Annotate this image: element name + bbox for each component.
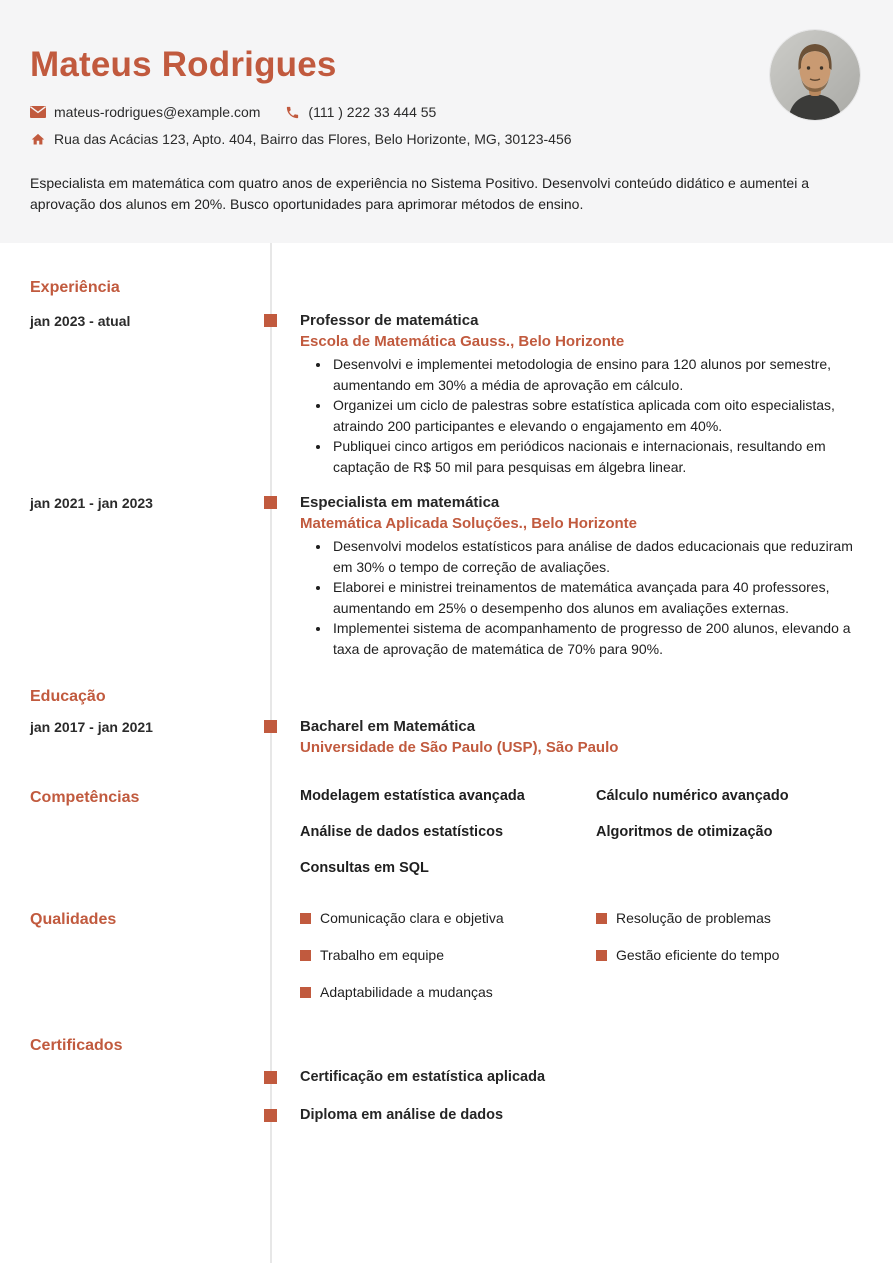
- achievement-item: • Desenvolvi modelos estatísticos para análise de dados educacionais que reduziram em 30% o tempo de correção de avaliações.: [331, 536, 865, 577]
- entry-marker-icon: [264, 1109, 277, 1122]
- square-bullet-icon: [596, 913, 607, 924]
- resume-header: [0, 0, 893, 243]
- entry-dates: jan 2023 - atual: [30, 313, 131, 329]
- section-certificates-heading: [0, 1036, 893, 1056]
- skill-item: Modelagem estatística avançada: [300, 788, 525, 804]
- experience-entry: [0, 311, 893, 477]
- company-name: Matemática Aplicada Soluções., Belo Horizonte: [300, 515, 638, 532]
- home-icon: [30, 131, 46, 147]
- achievement-list: [300, 354, 865, 477]
- certificate-label: Diploma em análise de dados: [300, 1107, 504, 1123]
- entry-marker-icon: [264, 314, 277, 327]
- achievement-item: • Organizei um ciclo de palestras sobre estatística aplicada com oito especialistas, atraindo 200 participantes e elevando o engajamento em 40%.: [331, 395, 865, 436]
- certificate-entry: [0, 1068, 893, 1086]
- square-bullet-icon: [300, 913, 311, 924]
- qualities-title: Qualidades: [30, 911, 117, 928]
- address-text: Rua das Acácias 123, Apto. 404, Bairro das Flores, Belo Horizonte, MG, 30123-456: [54, 131, 572, 147]
- entry-marker-icon: [264, 1071, 277, 1084]
- company-name: Escola de Matemática Gauss., Belo Horizonte: [300, 333, 625, 350]
- resume-body: [0, 278, 893, 1124]
- achievement-item: • Elaborei e ministrei treinamentos de matemática avançada para 40 professores, aumentando em 25% o desempenho dos alunos em avaliações externas.: [331, 577, 865, 618]
- address-row: [30, 131, 863, 147]
- skill-item: Algoritmos de otimização: [596, 824, 773, 840]
- job-title: Especialista em matemática: [300, 494, 500, 511]
- skill-item: Análise de dados estatísticos: [300, 824, 504, 840]
- entry-marker-icon: [264, 720, 277, 733]
- professional-summary: Especialista em matemática com quatro anos de experiência no Sistema Positivo. Desenvolvi conteúdo didático e aumentei a aprovação dos alunos em 20%. Busco oportunidades para aprimorar métodos de ensino.: [30, 175, 809, 212]
- quality-label: Trabalho em equipe: [320, 947, 445, 963]
- experience-title: Experiência: [30, 279, 120, 296]
- email-text: mateus-rodrigues@example.com: [54, 104, 261, 120]
- education-title: Educação: [30, 688, 106, 705]
- education-entry: [0, 717, 893, 758]
- certificates-title: Certificados: [30, 1037, 123, 1054]
- email-contact: [30, 104, 260, 120]
- achievement-item: • Implementei sistema de acompanhamento de progresso de 200 alunos, elevando a taxa de aprovação de matemática de 70% para 90%.: [331, 618, 865, 659]
- section-qualities: [0, 910, 893, 1001]
- certificate-entry: [0, 1106, 893, 1124]
- section-skills: [0, 788, 893, 877]
- achievement-item: • Publiquei cinco artigos em periódicos nacionais e internacionais, resultando em captação de R$ 50 mil para pesquisas em álgebra linear.: [331, 436, 865, 477]
- phone-text: (111 ) 222 33 444 55: [308, 104, 437, 120]
- profile-photo: [770, 30, 860, 120]
- contact-row: [30, 104, 863, 120]
- square-bullet-icon: [300, 950, 311, 961]
- entry-dates: jan 2017 - jan 2021: [30, 719, 153, 735]
- achievement-item: • Desenvolvi e implementei metodologia de ensino para 120 alunos por semestre, aumentando em 30% a média de aprovação em cálculo.: [331, 354, 865, 395]
- certificate-label: Certificação em estatística aplicada: [300, 1069, 546, 1085]
- phone-icon: [284, 104, 300, 120]
- quality-item: [596, 910, 865, 927]
- achievement-list: [300, 536, 865, 659]
- school-name: Universidade de São Paulo (USP), São Paulo: [300, 739, 619, 756]
- phone-contact: [284, 104, 436, 120]
- skills-grid: [300, 788, 865, 877]
- skills-title: Competências: [30, 789, 140, 806]
- quality-label: Resolução de problemas: [616, 910, 771, 926]
- entry-marker-icon: [264, 496, 277, 509]
- skill-item: Cálculo numérico avançado: [596, 788, 789, 804]
- person-name: Mateus Rodrigues: [30, 45, 337, 84]
- quality-item: [596, 947, 865, 964]
- address-contact: [30, 131, 572, 147]
- entry-dates: jan 2021 - jan 2023: [30, 495, 153, 511]
- quality-item: [300, 947, 596, 964]
- experience-entry: [0, 493, 893, 659]
- quality-label: Comunicação clara e objetiva: [320, 910, 504, 926]
- envelope-icon: [30, 104, 46, 120]
- square-bullet-icon: [300, 987, 311, 998]
- qualities-grid: [300, 910, 865, 1001]
- skill-item: Consultas em SQL: [300, 860, 429, 876]
- quality-item: [300, 910, 596, 927]
- job-title: Professor de matemática: [300, 312, 479, 329]
- quality-item: [300, 984, 596, 1001]
- degree-title: Bacharel em Matemática: [300, 718, 476, 735]
- quality-label: Gestão eficiente do tempo: [616, 947, 780, 963]
- section-education-heading: [0, 687, 893, 707]
- square-bullet-icon: [596, 950, 607, 961]
- quality-label: Adaptabilidade a mudanças: [320, 984, 493, 1000]
- section-experience-heading: [0, 278, 893, 298]
